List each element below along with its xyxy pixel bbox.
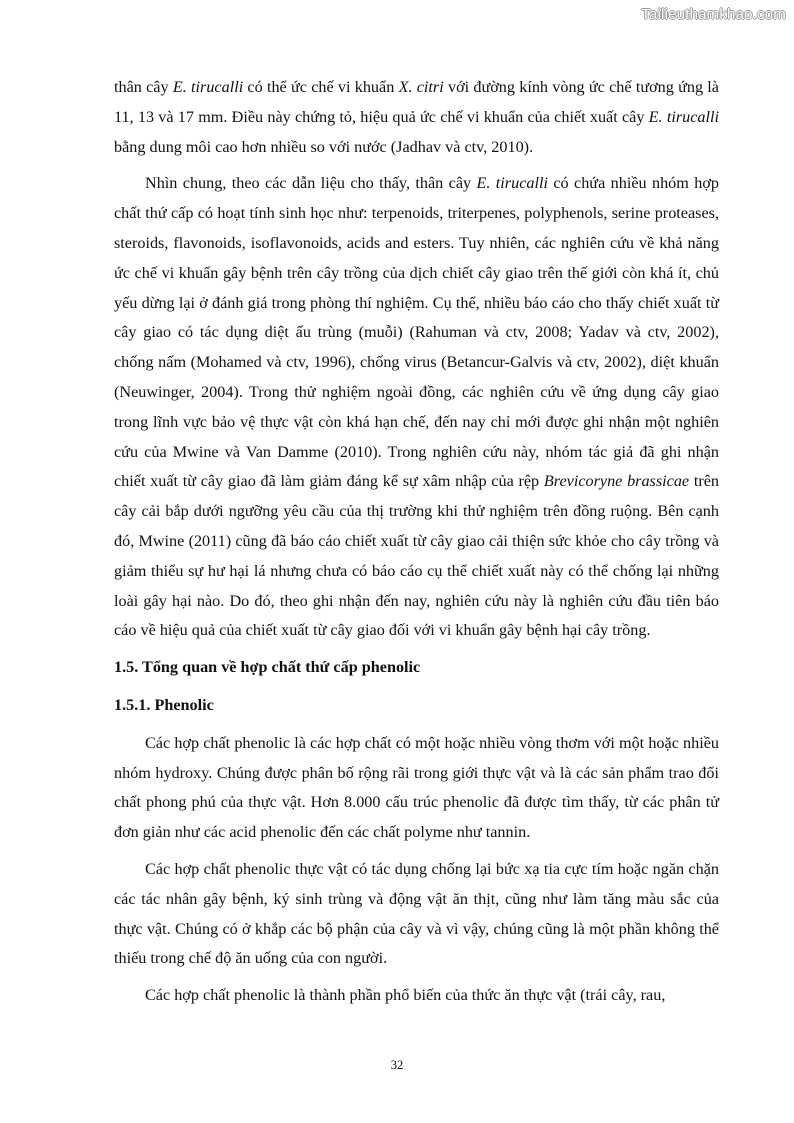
paragraph-text: Các hợp chất phenolic là thành phần phổ biến của thức ăn thực vật (trái cây, rau,: [145, 986, 666, 1005]
watermark-text: Tailieuthamkhao.com: [641, 6, 786, 23]
italic-term: Brevicoryne brassicae: [543, 472, 690, 491]
paragraph-text: Nhìn chung, theo các dẫn liệu cho thấy, thân cây: [145, 174, 477, 193]
body-paragraph: [114, 981, 719, 1011]
paragraph-text: có chứa nhiều nhóm hợp chất thứ cấp có hoạt tính sinh học như: terpenoids, triterpenes, polyphenols, serine proteases, steroids, flavonoids, isoflavonoids, acids and esters. Tuy nhiên, các nghiên cứu về khả năng ức chế vi khuẩn gây bệnh trên cây trồng của dịch chiết cây giao trên thế giới còn khá ít, chủ yếu dừng lại ở đánh giá trong phòng thí nghiệm. Cụ thể, nhiều báo cáo cho thấy chiết xuất từ cây giao có tác dụng diệt ấu trùng (muỗi) (Rahuman và ctv, 2008; Yadav và ctv, 2002), chống nấm (Mohamed và ctv, 1996), chống virus (Betancur-Galvis và ctv, 2002), diệt khuẩn (Neuwinger, 2004). Trong thử nghiệm ngoài đồng, các nghiên cứu về ứng dụng cây giao trong lĩnh vực bảo vệ thực vật còn khá hạn chế, đến nay chỉ mới được ghi nhận một nghiên cứu của Mwine và Van Damme (2010). Trong nghiên cứu này, nhóm tác giả đã ghi nhận chiết xuất từ cây giao đã làm giảm đáng kể sự xâm nhập của rệp: [114, 174, 719, 491]
paragraph-text: 1.5.1. Phenolic: [114, 695, 214, 714]
body-paragraph: [114, 729, 719, 848]
paragraph-text: bằng dung môi cao hơn nhiều so với nước (Jadhav và ctv, 2010).: [114, 137, 534, 156]
body-paragraph: [114, 855, 719, 974]
document-body: [114, 73, 719, 1018]
section-heading: [114, 653, 719, 683]
page-number: 32: [390, 1058, 404, 1072]
section-heading: [114, 691, 719, 721]
body-paragraph: [114, 73, 719, 162]
italic-term: X. citri: [398, 78, 444, 96]
paragraph-text: thân cây: [114, 78, 173, 96]
italic-term: E. tirucalli: [648, 107, 719, 126]
italic-term: E. tirucalli: [172, 78, 244, 96]
body-paragraph: [114, 169, 719, 646]
paragraph-text: có thể ức chế vi khuẩn: [243, 78, 399, 96]
paragraph-text: với đường kính vòng ức chế tương ứng là 11, 13 và 17 mm. Điều này chứng tỏ, hiệu quả ức chế vi khuẩn của chiết xuất cây: [114, 78, 719, 126]
paragraph-text: 1.5. Tổng quan về hợp chất thứ cấp phenolic: [114, 658, 421, 677]
italic-term: E. tirucalli: [476, 174, 548, 193]
paragraph-text: Các hợp chất phenolic là các hợp chất có một hoặc nhiều vòng thơm với một hoặc nhiều nhóm hydroxy. Chúng được phân bố rộng rãi trong giới thực vật và là các sản phẩm trao đổi chất phong phú của thực vật. Hơn 8.000 cấu trúc phenolic đã được tìm thấy, từ các phân tử đơn giản như các acid phenolic đến các chất polyme như tannin.: [114, 733, 719, 842]
paragraph-text: Các hợp chất phenolic thực vật có tác dụng chống lại bức xạ tia cực tím hoặc ngăn chặn các tác nhân gây bệnh, ký sinh trùng và động vật ăn thịt, cũng như làm tăng màu sắc của thực vật. Chúng có ở khắp các bộ phận của cây và vì vậy, chúng cũng là một phần không thể thiếu trong chế độ ăn uống của con người.: [114, 859, 719, 968]
paragraph-text: trên cây cải bắp dưới ngưỡng yêu cầu của thị trường khi thử nghiệm trên đồng ruộng. Bên cạnh đó, Mwine (2011) cũng đã báo cáo chiết xuất từ cây giao cải thiện sức khỏe cho cây trồng và giảm thiểu sự hư hại lá nhưng chưa có báo cáo cụ thể chiết xuất này có thể chống lại những loài gây hại nào. Do đó, theo ghi nhận đến nay, nghiên cứu này là nghiên cứu đầu tiên báo cáo về hiệu quả của chiết xuất từ cây giao đối với vi khuẩn gây bệnh hại cây trồng.: [114, 472, 720, 640]
